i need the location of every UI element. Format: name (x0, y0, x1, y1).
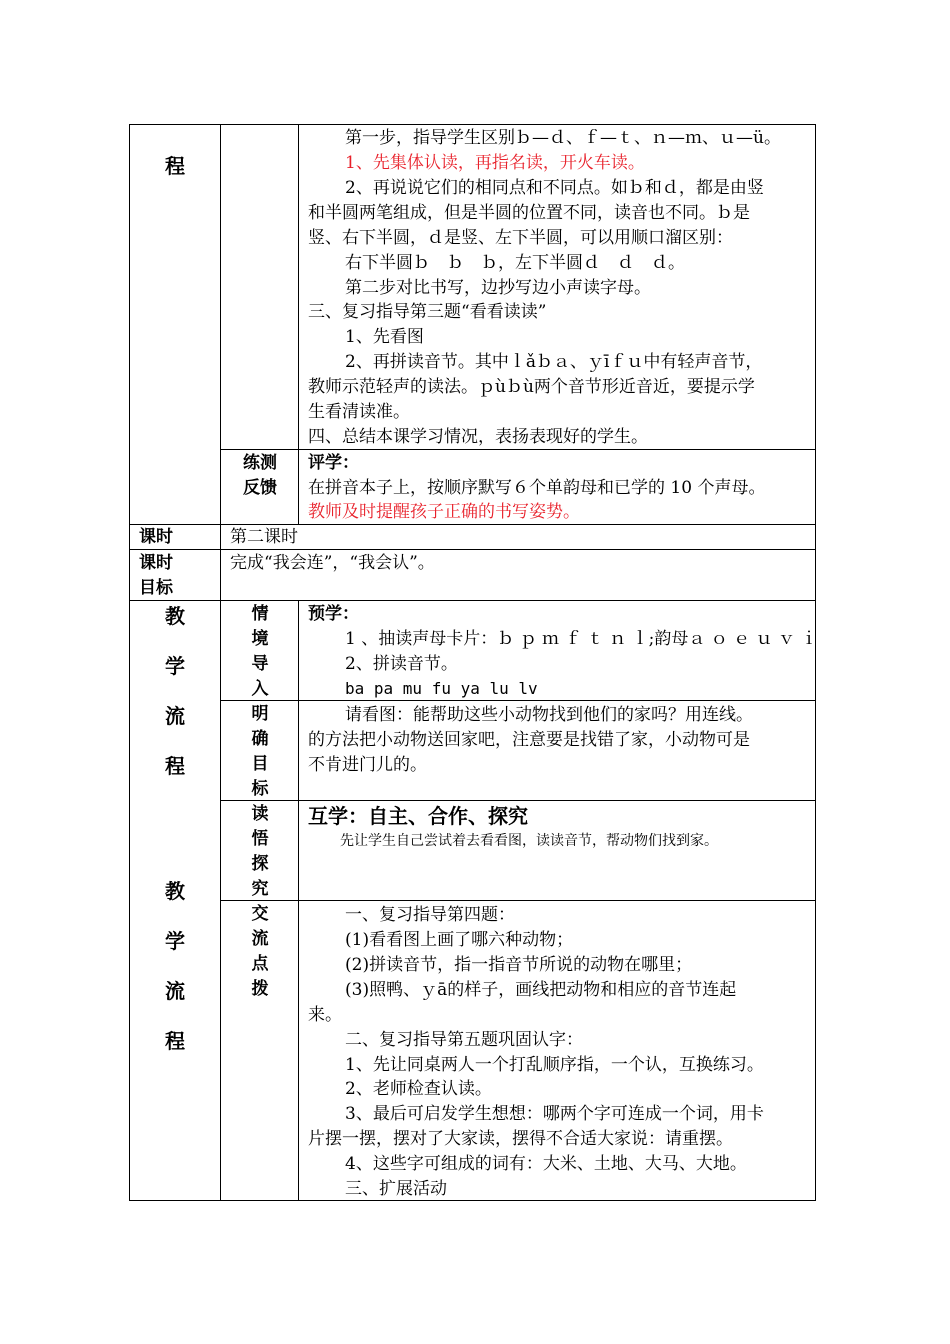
explore-line: 先让学生自己尝试着去看看图，读读音节，帮动物们找到家。 (340, 833, 718, 849)
flow-label-char: 教 (165, 879, 185, 903)
flow-label-char: 学 (165, 654, 185, 678)
target-label-char: 明 (251, 704, 269, 724)
goal-label-line2: 目标 (139, 578, 173, 598)
text-line: 生看清读准。 (308, 402, 410, 422)
feedback-label-line2: 反馈 (243, 478, 277, 498)
text-line: 四、总结本课学习情况，表扬表现好的学生。 (308, 427, 648, 447)
goal-value: 完成“我会连”，“我会认”。 (230, 553, 435, 573)
target-label-char: 确 (251, 729, 269, 749)
feedback-line-highlight: 教师及时提醒孩子正确的书写姿势。 (308, 502, 580, 522)
explore-title: 互学：自主、合作、探究 (308, 804, 528, 828)
target-label-char: 目 (251, 754, 269, 774)
exchange-line: 片摆一摆，摆对了大家读，摆得不合适大家说：请重摆。 (308, 1129, 733, 1149)
text-line: 三、复习指导第三题“看看读读” (308, 302, 547, 322)
text-line: 第一步，指导学生区别ｂ—ｄ、ｆ—ｔ、ｎ—ｍ、ｕ—ü。 (345, 128, 781, 148)
exchange-label-char: 交 (251, 904, 269, 924)
exchange-line: (2)拼读音节，指一指音节所说的动物在哪里； (345, 955, 693, 975)
flow-label-char: 学 (165, 929, 185, 953)
feedback-label-line1: 练测 (243, 453, 277, 473)
row-divider-feedback (220, 449, 816, 450)
feedback-line: 在拼音本子上，按顺序默写６个单韵母和已学的 10 个声母。 (308, 478, 766, 498)
text-line: 2、再说说它们的相同点和不同点。如ｂ和ｄ，都是由竖 (345, 178, 764, 198)
target-line: 不肯进门儿的。 (308, 755, 427, 775)
explore-label-char: 究 (251, 879, 269, 899)
text-line: 2、再拼读音节。其中ｌǎｂａ、ｙīｆｕ中有轻声音节， (345, 352, 763, 372)
target-label-char: 标 (251, 779, 269, 799)
flow-label-char: 程 (165, 1029, 185, 1053)
explore-label-char: 读 (251, 804, 269, 824)
text-line: 竖、右下半圆，ｄ是竖、左下半圆，可以用顺口溜区别： (308, 228, 733, 248)
table-border-top (129, 124, 816, 125)
goal-label-line1: 课时 (139, 553, 173, 573)
lesson-value: 第二课时 (230, 527, 298, 547)
exchange-line: 一、复习指导第四题： (345, 905, 515, 925)
intro-label-char: 情 (251, 604, 269, 624)
exchange-line: (3)照鸭、ｙā的样子，画线把动物和相应的音节连起 (345, 980, 737, 1000)
exchange-line: 2、老师检查认读。 (345, 1079, 492, 1099)
exchange-line: 二、复习指导第五题巩固认字： (345, 1030, 583, 1050)
intro-line: 1 、抽读声母卡片：ｂ ｐ ｍ ｆ ｔ ｎ ｌ;韵母ａ ｏ ｅ ｕ ｖ ｉ (345, 629, 818, 649)
intro-title: 预学： (308, 604, 359, 624)
exchange-line: 1、先让同桌两人一个打乱顺序指，一个认，互换练习。 (345, 1055, 764, 1075)
text-line: 和半圆两笔组成，但是半圆的位置不同，读音也不同。ｂ是 (308, 203, 750, 223)
flow-label-char: 程 (165, 754, 185, 778)
intro-label-char: 境 (251, 629, 269, 649)
text-line: 第二步对比书写，边抄写边小声读字母。 (345, 278, 651, 298)
explore-label-char: 探 (251, 854, 269, 874)
intro-label-char: 导 (251, 654, 269, 674)
exchange-line: 3、最后可启发学生想想：哪两个字可连成一个词，用卡 (345, 1104, 764, 1124)
text-line: 右下半圆ｂ ｂ ｂ，左下半圆ｄ ｄ ｄ。 (345, 253, 685, 273)
flow-label-char: 流 (165, 704, 185, 728)
feedback-title: 评学： (308, 453, 359, 473)
text-line: 1、先看图 (345, 327, 424, 347)
exchange-line: 三、扩展活动 (345, 1179, 447, 1199)
row-divider-explore (220, 800, 816, 801)
exchange-label-char: 点 (251, 954, 269, 974)
target-line: 的方法把小动物送回家吧，注意要是找错了家，小动物可是 (308, 730, 750, 750)
explore-label-char: 悟 (251, 829, 269, 849)
text-line: 教师示范轻声的读法。ｐùｂù两个音节形近音近，要提示学 (308, 377, 755, 397)
table-border-right (815, 124, 816, 1201)
row-divider-flow (129, 600, 816, 601)
exchange-label-char: 拨 (251, 979, 269, 999)
exchange-line: 4、这些字可组成的词有：大米、土地、大马、大地。 (345, 1154, 747, 1174)
text-line-highlight: 1、先集体认读，再指名读，开火车读。 (345, 153, 645, 173)
exchange-line: 来。 (308, 1005, 342, 1025)
target-line: 请看图：能帮助这些小动物找到他们的家吗？用连线。 (345, 705, 753, 725)
row-divider-goal (129, 549, 816, 550)
table-border-bottom (129, 1200, 816, 1201)
exchange-line: (1)看看图上画了哪六种动物； (345, 930, 574, 950)
flow-label-char: 流 (165, 979, 185, 1003)
lesson-label: 课时 (139, 527, 173, 547)
intro-line: 2、拼读音节。 (345, 654, 458, 674)
intro-pinyin-line: ba pa mu fu ya lu lv (345, 679, 538, 698)
section-label-cheng: 程 (165, 154, 185, 178)
intro-label-char: 入 (251, 679, 269, 699)
row-divider-exchange (220, 900, 816, 901)
flow-label-char: 教 (165, 604, 185, 628)
exchange-label-char: 流 (251, 929, 269, 949)
